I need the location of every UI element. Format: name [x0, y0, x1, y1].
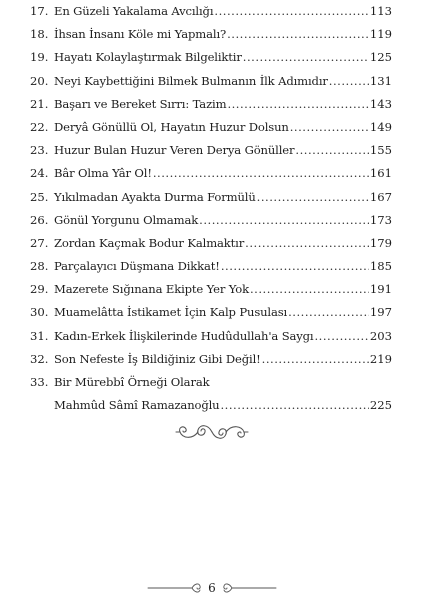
page-number: 6	[208, 581, 216, 595]
toc-entry-title: Huzur Bulan Huzur Veren Derya Gönüller	[54, 143, 295, 158]
dot-leader	[243, 46, 369, 69]
toc-entry-title: Bâr Olma Yâr Ol!	[54, 166, 152, 181]
dot-leader	[245, 232, 369, 255]
toc-entry	[30, 325, 392, 348]
toc-entry-page: 131	[369, 73, 392, 88]
dot-leader	[329, 70, 369, 93]
table-of-contents	[30, 0, 392, 417]
toc-entry	[30, 0, 392, 23]
toc-entry-number: 31.	[30, 328, 49, 343]
toc-entry-page: 113	[369, 4, 392, 18]
toc-entry-title: Zordan Kaçmak Bodur Kalmaktır	[54, 235, 245, 250]
toc-entry-number: 32.	[30, 351, 49, 366]
toc-entry	[30, 139, 392, 162]
toc-entry-number: 28.	[30, 259, 49, 274]
toc-entry	[30, 46, 392, 69]
toc-entry-title-continued: Mahmûd Sâmî Ramazanoğlu	[54, 398, 220, 413]
toc-entry-page: 179	[369, 235, 392, 250]
page-footer	[146, 578, 278, 598]
toc-entry	[30, 371, 392, 417]
toc-entry-title: En Güzeli Yakalama Avcılığı	[54, 4, 214, 18]
toc-entry-number: 33.	[30, 375, 49, 389]
dot-leader	[214, 0, 368, 23]
toc-entry-number: 25.	[30, 189, 49, 204]
toc-entry-number: 22.	[30, 119, 49, 134]
toc-entry-title: Bir Mürebbî Örneği Olarak	[54, 375, 210, 389]
toc-entry-title: Hayatı Kolaylaştırmak Bilgeliktir	[54, 50, 242, 65]
toc-entry-title: Son Nefeste İş Bildiğiniz Gibi Değil!	[54, 351, 261, 366]
toc-entry	[30, 70, 392, 93]
toc-entry-number: 27.	[30, 235, 49, 250]
dot-leader	[153, 162, 369, 185]
toc-entry	[30, 255, 392, 278]
toc-entry-number: 29.	[30, 282, 49, 297]
dot-leader	[295, 139, 368, 162]
toc-entry-page: 185	[369, 259, 392, 274]
toc-entry	[30, 23, 392, 46]
toc-entry	[30, 301, 392, 324]
toc-entry	[30, 278, 392, 301]
toc-entry	[30, 116, 392, 139]
toc-entry-page: 167	[369, 189, 392, 204]
toc-entry-title: Yıkılmadan Ayakta Durma Formülü	[54, 189, 256, 204]
dot-leader	[288, 301, 369, 324]
toc-entry-title: Deryâ Gönüllü Ol, Hayatın Huzur Dolsun	[54, 119, 289, 134]
toc-entry-title: Parçalayıcı Düşmana Dikkat!	[54, 259, 220, 274]
toc-entry-page: 119	[369, 27, 392, 42]
toc-entry-number: 21.	[30, 96, 49, 111]
toc-entry-page: 191	[369, 282, 392, 297]
toc-entry-number: 20.	[30, 73, 49, 88]
toc-entry	[30, 232, 392, 255]
dot-leader	[262, 348, 369, 371]
toc-entry-page: 219	[369, 351, 392, 366]
toc-entry	[30, 209, 392, 232]
toc-entry-title: Gönül Yorgunu Olmamak	[54, 212, 199, 227]
toc-entry-number: 19.	[30, 50, 49, 65]
toc-entry	[30, 93, 392, 116]
dot-leader	[290, 116, 369, 139]
toc-entry-title: Başarı ve Bereket Sırrı: Tazim	[54, 96, 227, 111]
toc-entry-number: 18.	[30, 27, 49, 42]
dot-leader	[227, 93, 368, 116]
dot-leader	[227, 23, 369, 46]
toc-entry-title: Mazerete Sığınana Ekipte Yer Yok	[54, 282, 249, 297]
toc-entry-number: 26.	[30, 212, 49, 227]
toc-entry	[30, 186, 392, 209]
toc-entry-page: 143	[369, 96, 392, 111]
toc-entry-page: 161	[369, 166, 392, 181]
toc-entry-page: 149	[369, 119, 392, 134]
toc-entry-page: 203	[369, 328, 392, 343]
toc-entry	[30, 162, 392, 185]
toc-entry-title: Neyi Kaybettiğini Bilmek Bulmanın İlk Adımıdır	[54, 73, 328, 88]
toc-entry-title: Kadın-Erkek İlişkilerinde Hudûdullah'a Saygı	[54, 328, 314, 343]
toc-entry-number: 30.	[30, 305, 49, 320]
toc-entry	[30, 348, 392, 371]
toc-entry-number: 24.	[30, 166, 49, 181]
toc-entry-number: 23.	[30, 143, 49, 158]
dot-leader	[315, 325, 369, 348]
dot-leader	[257, 186, 369, 209]
dot-leader	[221, 394, 369, 417]
toc-entry-page: 173	[369, 212, 392, 227]
toc-entry-page: 225	[369, 398, 392, 413]
toc-entry-title: Muamelâtta İstikamet İçin Kalp Pusulası	[54, 305, 288, 320]
toc-entry-title: İhsan İnsanı Köle mi Yapmalı?	[54, 27, 227, 42]
toc-entry-number: 17.	[30, 4, 49, 18]
dot-leader	[221, 255, 369, 278]
dot-leader	[199, 209, 369, 232]
toc-entry-page: 155	[369, 143, 392, 158]
toc-entry-page: 197	[369, 305, 392, 320]
dot-leader	[250, 278, 369, 301]
scroll-ornament-icon	[174, 420, 250, 444]
toc-entry-page: 125	[369, 50, 392, 65]
